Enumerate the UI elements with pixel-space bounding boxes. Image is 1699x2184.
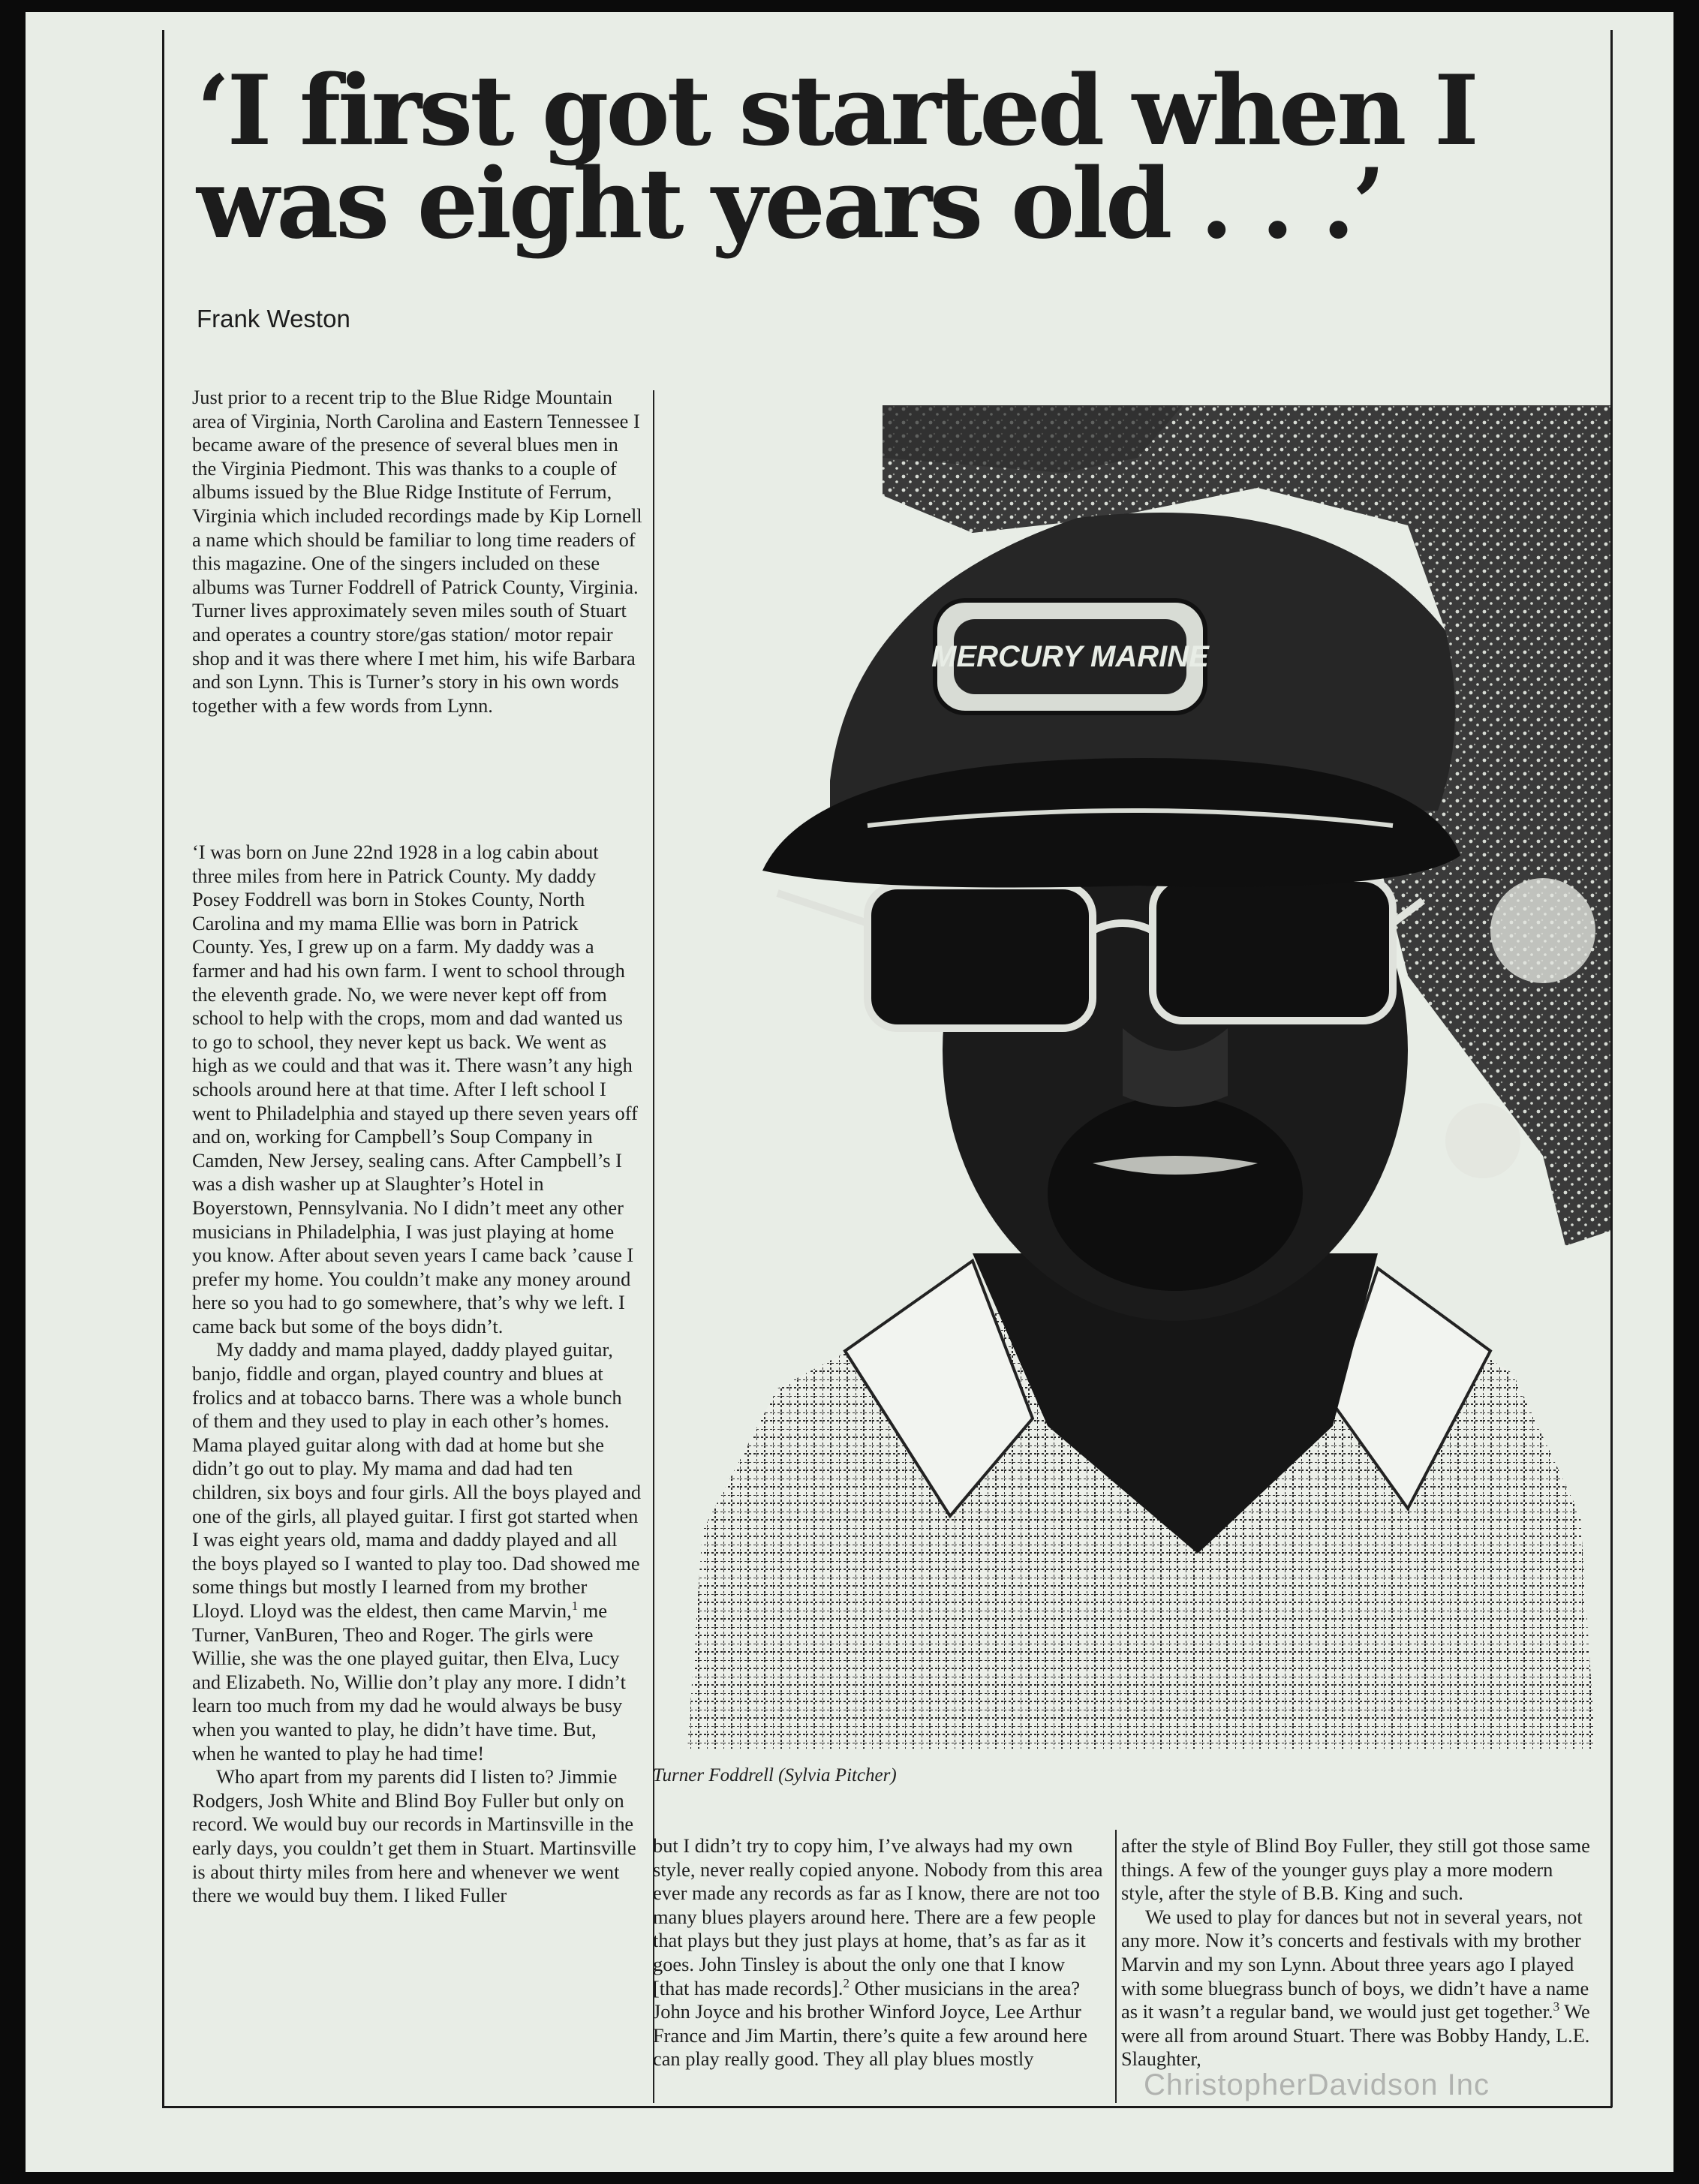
story-paragraph-2	[192, 1338, 642, 1765]
story-paragraph-2-text-b: me Turner, VanBuren, Theo and Roger. The girls were Willie, she was the one played guitar, then Elva, Lucy and Elizabeth. No, Willie don’t play any more. I didn’t learn too much from my dad he would always be busy when you wanted to play, he didn’t have time. But, when he wanted to play he had time!	[192, 1599, 626, 1764]
story-column-2	[653, 1834, 1103, 2071]
column-2-paragraph	[653, 1834, 1103, 2071]
column-2-text-a: but I didn’t try to copy him, I’ve always had my own style, never really copied anyone. Nobody from this area ever made any records as far as I know, there are not too many blues players around here. There are a few people that plays but they just plays at home, that’s as far as it goes. John Tinsley is about the only one that I know [that has made records].	[653, 1834, 1103, 1999]
footnote-marker-3: 3	[1553, 1999, 1560, 2014]
column-3-paragraph-2	[1121, 1906, 1594, 2071]
story-column-3	[1121, 1834, 1594, 2071]
foliage-highlight	[1490, 878, 1595, 983]
beard	[1048, 1096, 1303, 1291]
article-headline: ‘I first got started when I was eight years old . . .’	[197, 55, 1476, 260]
frame-rule-left	[162, 30, 164, 2107]
portrait-photo	[657, 405, 1610, 1749]
story-paragraph-1: ‘I was born on June 22nd 1928 in a log cabin about three miles from here in Patrick County. My daddy Posey Foddrell was born in Stokes County, North Carolina and my mama Ellie was born in Patrick County. Yes, I grew up on a farm. My daddy was a farmer and had his own farm. I went to school through the eleventh grade. No, we were never kept off from school to help with the crops, mom and dad wanted us to go to school, they never kept us back. We went as high as we could and that was it. There wasn’t any high schools around here at that time. After I left school I went to Philadelphia and stayed up there seven years off and on, working for Campbell’s Soup Company in Camden, New Jersey, sealing cans. After Campbell’s I was a dish washer up at Slaughter’s Hotel in Boyerstown, Pennsylvania. No I didn’t meet any other musicians in Philadelphia, I was just playing at home you know. After about seven years I came back ’cause I prefer my home. You couldn’t make any money around here so you had to go somewhere, that’s why we left. I came back but some of the boys didn’t.	[192, 841, 638, 1337]
intro-text: Just prior to a recent trip to the Blue Ridge Mountain area of Virginia, North Carolina and Eastern Tennessee I became aware of the presence of several blues men in the Virginia Piedmont. This was thanks to a couple of albums issued by the Blue Ridge Institute of Ferrum, Virginia which included recordings made by Kip Lornell a name which should be familiar to long time readers of this magazine. One of the singers included on these albums was Turner Foddrell of Patrick County, Virginia. Turner lives approximately seven miles south of Stuart and operates a country store/gas station/ motor repair shop and it was there where I met him, his wife Barbara and son Lynn. This is Turner’s story in his own words together with a few words from Lynn.	[192, 386, 642, 717]
intro-paragraph	[192, 386, 642, 717]
portrait-illustration	[657, 405, 1610, 1749]
footnote-marker-2: 2	[843, 1975, 850, 1990]
frame-rule-bottom	[162, 2106, 1612, 2108]
story-column-1	[192, 841, 642, 1908]
photo-caption: Turner Foddrell (Sylvia Pitcher)	[653, 1765, 897, 1785]
column-3-text-a: We used to play for dances but not in several years, not any more. Now it’s concerts and festivals with my brother Marvin and my son Lynn. About three years ago I played with some bluegrass bunch of boys, we didn’t have a name as it wasn’t a regular band, we would just get together.	[1121, 1905, 1589, 2023]
column-3-paragraph-1: after the style of Blind Boy Fuller, they still got those same things. A few of the younger guys play a more modern style, after the style of B.B. King and such.	[1121, 1834, 1590, 1905]
story-paragraph-3: Who apart from my parents did I listen to? Jimmie Rodgers, Josh White and Blind Boy Fuller but only on record. We would buy our records in Martinsville in the early days, you couldn’t get them in Stuart. Martinsville is about thirty miles from here and whenever we went there we would buy them. I liked Fuller	[192, 1765, 636, 1907]
frame-rule-right	[1610, 30, 1613, 2107]
story-paragraph-2-text-a: My daddy and mama played, daddy played guitar, banjo, fiddle and organ, played country and blues at frolics and at tobacco barns. There was a whole bunch of them and they used to play in each other’s homes. Mama played guitar along with dad at home but she didn’t go out to play. My mama and dad had ten children, six boys and four girls. All the boys played and one of the girls, all played guitar. I first got started when I was eight years old, mama and daddy played and all the boys played so I wanted to play too. Dad showed me some things but mostly I learned from my brother Lloyd. Lloyd was the eldest, then came Marvin,	[192, 1338, 642, 1622]
column-2-text-b: Other musicians in the area? John Joyce and his brother Winford Joyce, Lee Arthur France and Jim Martin, there’s quite a few around here can play really good. They all play blues mostly	[653, 1976, 1087, 2071]
column-3-text-b: We were all from around Stuart. There was Bobby Handy, L.E. Slaughter,	[1121, 2000, 1590, 2071]
footnote-marker-1: 1	[571, 1599, 579, 1614]
cap-logo-text: MERCURY MARINE	[931, 640, 1209, 673]
foliage-highlight-2	[1445, 1103, 1520, 1178]
author-byline: Frank Weston	[197, 305, 350, 332]
column-rule-2	[1115, 1830, 1117, 2103]
watermark: ChristopherDavidson Inc	[1144, 2068, 1490, 2101]
